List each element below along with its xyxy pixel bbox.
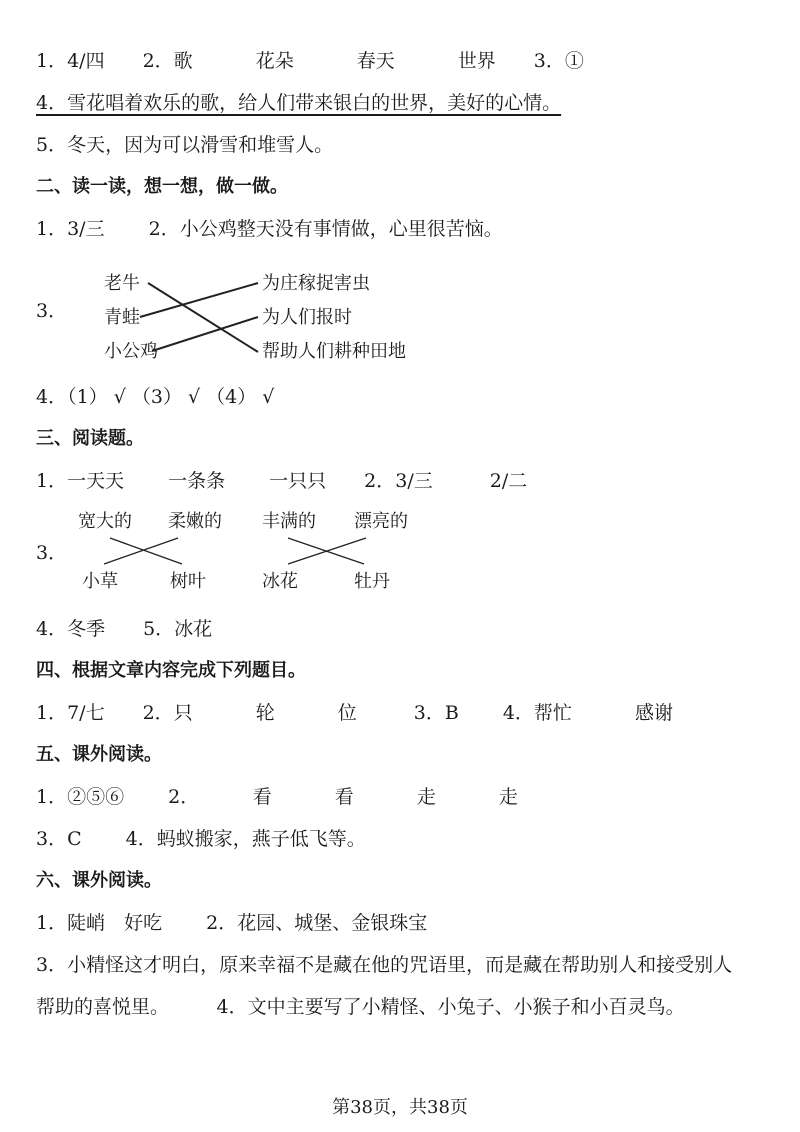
match-right-item: 帮助人们耕种田地 [262, 341, 406, 362]
match-left-item: 小公鸡 [104, 341, 158, 362]
page-footer: 第38页，共38页 [332, 1097, 468, 1118]
answer-line: 1．陡峭 好吃 2．花园、城堡、金银珠宝 [36, 912, 428, 934]
match-bottom-item: 树叶 [170, 571, 206, 592]
match-right-item: 为庄稼捉害虫 [262, 273, 370, 294]
match-line [104, 538, 178, 564]
match-line [148, 283, 258, 352]
question-number: 3． [36, 300, 68, 322]
match-right-item: 为人们报时 [262, 307, 352, 328]
match-top-item: 柔嫩的 [168, 511, 222, 532]
match-line [110, 538, 182, 564]
answer-line: 4．冬季 5．冰花 [36, 618, 213, 640]
section-heading: 二、读一读，想一想，做一做。 [36, 176, 288, 197]
section-heading: 三、阅读题。 [36, 428, 144, 449]
match-bottom-item: 牡丹 [354, 571, 390, 592]
answer-line: 4．（1） √ （3） √ （4） √ [36, 386, 275, 408]
match-bottom-item: 小草 [82, 571, 118, 592]
answer-line: 3．小精怪这才明白，原来幸福不是藏在他的咒语里，而是藏在帮助别人和接受别人 [36, 954, 733, 976]
match-left-item: 老牛 [104, 273, 140, 294]
match-line [152, 317, 258, 351]
answer-line: 1．一天天 一条条 一只只 2．3/三 2/二 [36, 470, 528, 492]
answer-line: 帮助的喜悦里。 4．文中主要写了小精怪、小兔子、小猴子和小百灵鸟。 [36, 996, 685, 1018]
match-top-item: 宽大的 [78, 511, 132, 532]
match-left-item: 青蛙 [104, 307, 140, 328]
answer-line: 1．②⑤⑥ 2． 看 看 走 走 [36, 786, 518, 808]
answer-line-underlined: 4．雪花唱着欢乐的歌，给人们带来银白的世界，美好的心情。 [36, 92, 562, 114]
section-heading: 五、课外阅读。 [36, 744, 162, 765]
question-number: 3． [36, 542, 68, 564]
answer-line: 5．冬天，因为可以滑雪和堆雪人。 [36, 134, 334, 156]
section-heading: 六、课外阅读。 [36, 870, 162, 891]
match-bottom-item: 冰花 [262, 571, 298, 592]
match-top-item: 丰满的 [262, 511, 316, 532]
section-heading: 四、根据文章内容完成下列题目。 [36, 660, 306, 681]
answer-line: 1．7/七 2．只 轮 位 3．B 4．帮忙 感谢 [36, 702, 673, 724]
match-top-item: 漂亮的 [354, 511, 408, 532]
answer-line: 3．C 4．蚂蚁搬家，燕子低飞等。 [36, 828, 366, 850]
answer-line: 1．4/四 2．歌 花朵 春天 世界 3．① [36, 50, 584, 72]
answer-line: 1．3/三 2．小公鸡整天没有事情做，心里很苦恼。 [36, 218, 503, 240]
